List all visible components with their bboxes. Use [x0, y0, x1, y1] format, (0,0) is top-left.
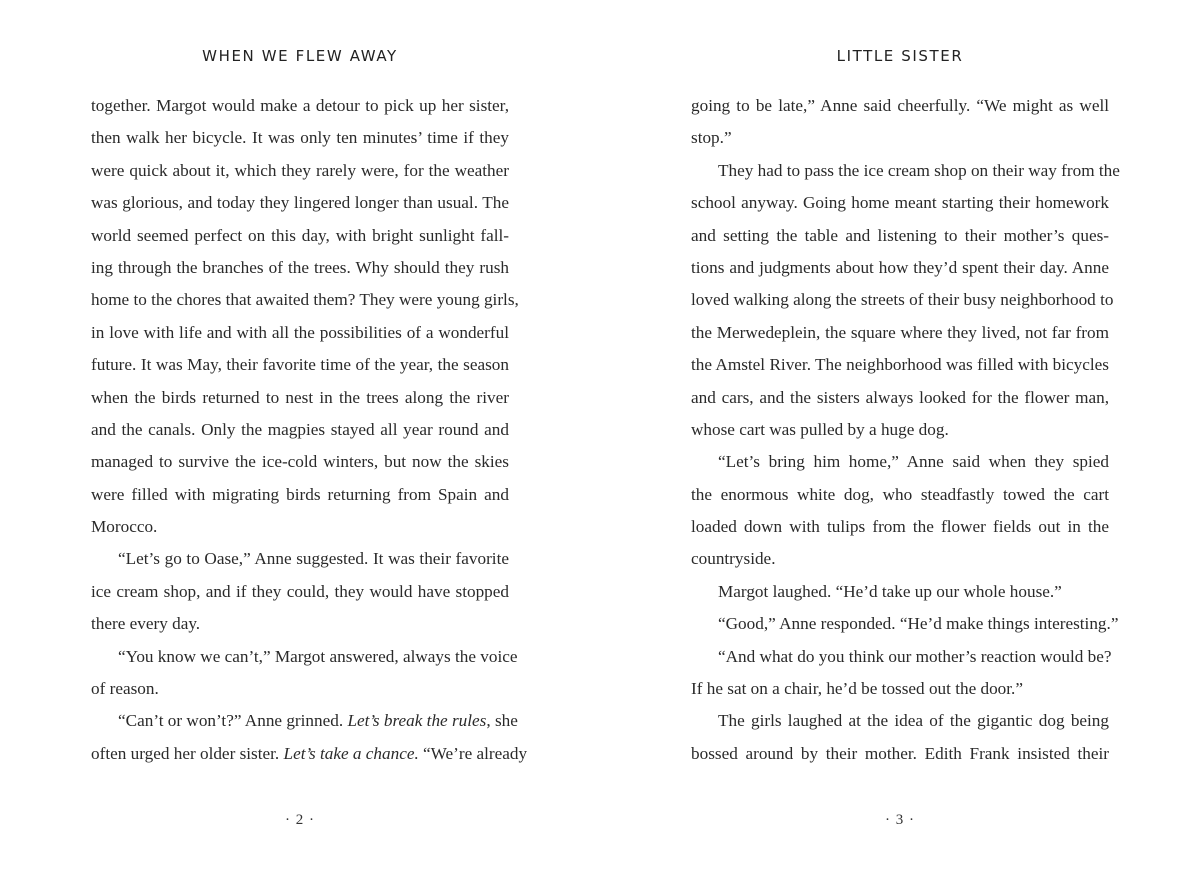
text-line: They had to pass the ice cream shop on their way from the	[718, 160, 1120, 180]
text-line: ing through the branches of the trees. Why should they rush	[91, 257, 509, 277]
right-page-text	[691, 90, 1120, 770]
text-line: “You know we can’t,” Margot answered, always the voice	[118, 646, 518, 666]
text-line: going to be late,” Anne said cheerfully. “We might as well	[691, 96, 1109, 115]
line-segment: , she	[486, 711, 518, 731]
text-line: and the canals. Only the magpies stayed all year round and	[91, 419, 509, 439]
text-line: “Let’s bring him home,” Anne said when they spied	[718, 452, 1109, 472]
text-line: and cars, and the sisters always looked for the flower man,	[691, 387, 1109, 407]
running-head-left: WHEN WE FLEW AWAY	[202, 47, 398, 65]
text-line: were filled with migrating birds returning from Spain and	[91, 484, 509, 504]
right-page	[600, 0, 1200, 872]
text-line	[91, 705, 518, 737]
text-line: were quick about it, which they rarely were, for the weather	[91, 160, 509, 180]
text-line: Morocco.	[91, 517, 158, 537]
line-segment: “Can’t or won’t?” Anne grinned.	[118, 711, 348, 731]
line-segment: “We’re already	[418, 743, 528, 763]
text-line: loved walking along the streets of their busy neighborhood to	[691, 290, 1114, 310]
text-line: future. It was May, their favorite time of the year, the season	[91, 355, 509, 375]
text-line: the Merwedeplein, the square where they lived, not far from	[691, 322, 1109, 342]
text-line: there every day.	[91, 614, 201, 634]
line-segment: often urged her older sister.	[91, 743, 284, 763]
text-line: school anyway. Going home meant starting their homework	[691, 193, 1109, 213]
text-line: and setting the table and listening to their mother’s ques-	[691, 225, 1109, 245]
text-line: world seemed perfect on this day, with bright sunlight fall-	[91, 225, 509, 245]
text-line: countryside.	[691, 549, 776, 569]
text-line	[91, 738, 528, 770]
text-line: in love with life and with all the possibilities of a wonderful	[91, 322, 509, 342]
italic-segment: Let’s take a chance.	[283, 743, 419, 763]
italic-segment: Let’s break the rules	[347, 711, 487, 731]
text-line: managed to survive the ice-cold winters, but now the skies	[91, 452, 509, 472]
text-line: loaded down with tulips from the flower fields out in the	[691, 517, 1109, 537]
text-line: ice cream shop, and if they could, they would have stopped	[91, 581, 509, 601]
text-line: the enormous white dog, who steadfastly towed the cart	[691, 484, 1109, 504]
left-page-text	[91, 90, 528, 770]
text-line: bossed around by their mother. Edith Frank insisted their	[691, 743, 1109, 763]
text-line: whose cart was pulled by a huge dog.	[691, 419, 949, 439]
page-number-right: · 3 ·	[885, 812, 915, 828]
text-line: “Good,” Anne responded. “He’d make things interesting.”	[718, 614, 1119, 634]
text-line: of reason.	[91, 679, 159, 699]
text-line: stop.”	[691, 128, 732, 148]
text-line: when the birds returned to nest in the trees along the river	[91, 387, 509, 407]
text-line: “Let’s go to Oase,” Anne suggested. It was their favorite	[118, 549, 509, 569]
text-line: together. Margot would make a detour to pick up her sister,	[91, 96, 509, 115]
running-head-right: LITTLE SISTER	[836, 47, 964, 65]
text-line: “And what do you think our mother’s reaction would be?	[718, 646, 1112, 666]
text-line: the Amstel River. The neighborhood was filled with bicycles	[691, 355, 1109, 375]
text-line: Margot laughed. “He’d take up our whole house.”	[718, 581, 1062, 601]
page-number-left: · 2 ·	[285, 812, 315, 828]
text-line: The girls laughed at the idea of the gigantic dog being	[718, 711, 1109, 731]
text-line: If he sat on a chair, he’d be tossed out the door.”	[691, 679, 1023, 699]
text-line: home to the chores that awaited them? They were young girls,	[91, 290, 519, 310]
text-line: was glorious, and today they lingered longer than usual. The	[91, 193, 509, 213]
text-line: then walk her bicycle. It was only ten minutes’ time if they	[91, 128, 509, 148]
text-line: tions and judgments about how they’d spent their day. Anne	[691, 257, 1109, 277]
